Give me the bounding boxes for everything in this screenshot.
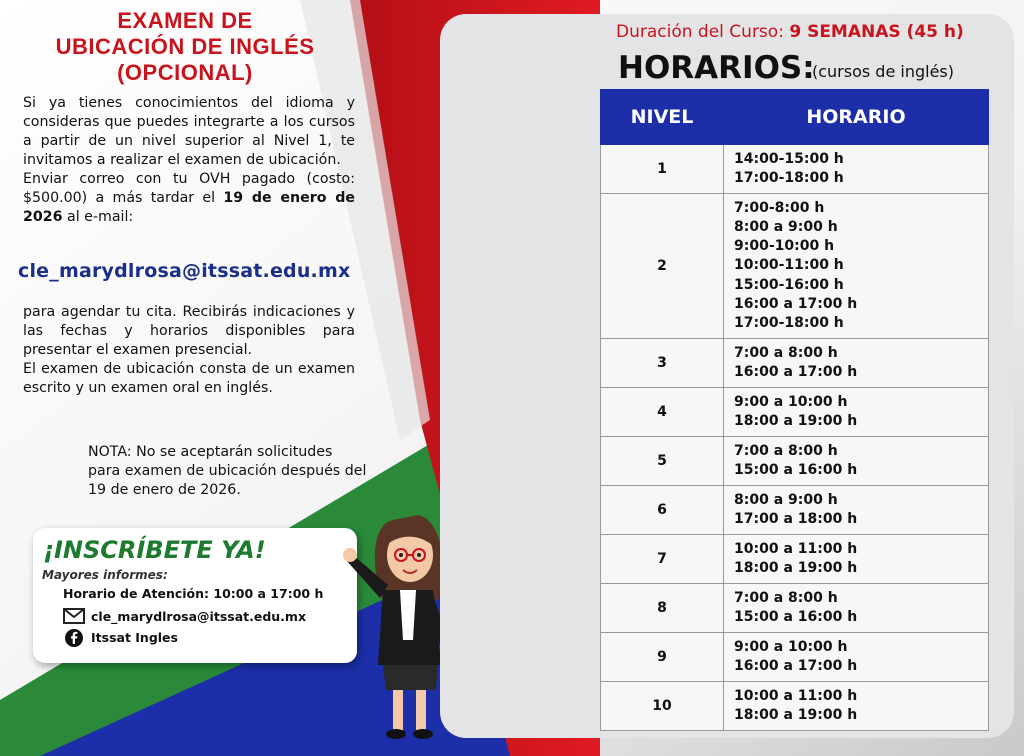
contact-email-link[interactable]: cle_marydlrosa@itssat.edu.mx [18, 260, 351, 282]
level-cell: 5 [601, 437, 724, 486]
time-slot: 9:00 a 10:00 h [734, 638, 848, 655]
exam-title-line-1: EXAMEN DE [117, 8, 253, 33]
note-text: NOTA: No se aceptarán solicitudes para examen de ubicación después del 19 de enero de 2026. [88, 444, 367, 498]
time-slot: 9:00-10:00 h [734, 238, 835, 255]
schedule-cell [724, 437, 989, 486]
office-hours: Horario de Atención: 10:00 a 17:00 h [63, 586, 324, 601]
duration-value: 9 SEMANAS (45 h) [789, 22, 964, 42]
time-slot: 15:00 a 16:00 h [734, 462, 858, 478]
mail-icon [63, 608, 85, 624]
exam-description: El examen de ubicación consta de un examen escrito y un examen oral en inglés. [23, 361, 355, 396]
time-slot: 15:00-16:00 h [734, 276, 844, 293]
schedule-cell [724, 633, 989, 682]
table-row [601, 682, 989, 731]
time-slot: 17:00 a 18:00 h [734, 511, 858, 527]
contact-card [33, 528, 357, 663]
time-slot: 7:00 a 8:00 h [734, 344, 838, 361]
exam-title [20, 8, 350, 86]
level-cell: 8 [601, 584, 724, 633]
more-info-label: Mayores informes: [42, 568, 168, 582]
exam-title-line-3: (OPCIONAL) [117, 60, 253, 85]
schedule-table [600, 89, 989, 731]
schedule-cell [724, 339, 989, 388]
time-slot: 16:00 a 17:00 h [734, 658, 858, 674]
signup-heading: ¡INSCRÍBETE YA! [43, 536, 266, 564]
time-slot: 17:00-18:00 h [734, 315, 844, 331]
table-header-row [601, 90, 989, 145]
time-slot: 7:00 a 8:00 h [734, 442, 838, 459]
table-row [601, 437, 989, 486]
course-duration [616, 22, 964, 42]
level-cell: 9 [601, 633, 724, 682]
schedule-cell [724, 682, 989, 731]
intro-paragraph [23, 94, 355, 227]
time-slot: 10:00-11:00 h [734, 257, 844, 274]
table-row [601, 194, 989, 339]
time-slot: 10:00 a 11:00 h [734, 687, 858, 704]
time-slot: 8:00 a 9:00 h [734, 218, 838, 235]
facebook-link[interactable]: Itssat Ingles [91, 630, 178, 645]
duration-label: Duración del Curso: [616, 22, 784, 42]
column-header-nivel: NIVEL [601, 90, 724, 145]
time-slot: 18:00 a 19:00 h [734, 413, 858, 429]
time-slot: 7:00-8:00 h [734, 199, 825, 216]
after-email-text: para agendar tu cita. Recibirás indicaciones y las fechas y horarios disponibles para presentar el examen presencial. [23, 304, 355, 358]
time-slot: 14:00-15:00 h [734, 150, 844, 167]
table-row [601, 339, 989, 388]
time-slot: 9:00 a 10:00 h [734, 393, 848, 410]
time-slot: 7:00 a 8:00 h [734, 589, 838, 606]
schedule-title: HORARIOS: [618, 50, 815, 86]
time-slot: 17:00-18:00 h [734, 170, 844, 186]
level-cell: 4 [601, 388, 724, 437]
time-slot: 8:00 a 9:00 h [734, 491, 838, 508]
schedule-cell [724, 486, 989, 535]
time-slot: 15:00 a 16:00 h [734, 609, 858, 625]
level-cell: 1 [601, 145, 724, 194]
send-prefix: Enviar correo con tu OVH pagado (costo: $500.00) a más tardar el [23, 171, 355, 206]
schedule-cell [724, 194, 989, 339]
level-cell: 10 [601, 682, 724, 731]
table-row [601, 145, 989, 194]
schedule-cell [724, 535, 989, 584]
cta-email-link[interactable]: cle_marydlrosa@itssat.edu.mx [91, 609, 307, 624]
level-cell: 6 [601, 486, 724, 535]
table-row [601, 535, 989, 584]
time-slot: 10:00 a 11:00 h [734, 540, 858, 557]
schedule-subtitle: (cursos de inglés) [812, 62, 954, 81]
level-cell: 3 [601, 339, 724, 388]
level-cell: 7 [601, 535, 724, 584]
time-slot: 16:00 a 17:00 h [734, 295, 858, 312]
level-cell: 2 [601, 194, 724, 339]
table-row [601, 486, 989, 535]
schedule-cell [724, 145, 989, 194]
table-row [601, 584, 989, 633]
column-header-horario: HORARIO [724, 90, 989, 145]
schedule-cell [724, 584, 989, 633]
time-slot: 16:00 a 17:00 h [734, 364, 858, 380]
time-slot: 18:00 a 19:00 h [734, 707, 858, 723]
table-row [601, 388, 989, 437]
facebook-icon [65, 629, 83, 647]
exam-title-line-2: UBICACIÓN DE INGLÉS [55, 34, 315, 59]
time-slot: 18:00 a 19:00 h [734, 560, 858, 576]
table-row [601, 633, 989, 682]
schedule-table-body [601, 145, 989, 731]
instructions-paragraph [23, 303, 355, 398]
schedule-cell [724, 388, 989, 437]
send-suffix: al e-mail: [62, 209, 134, 225]
intro-text: Si ya tienes conocimientos del idioma y consideras que puedes integrarte a los cursos a partir de un nivel superior al Nivel 1, te invitamos a realizar el examen de ubicación. [23, 95, 355, 168]
deadline-text: 19 de enero de 2026 [23, 190, 355, 225]
